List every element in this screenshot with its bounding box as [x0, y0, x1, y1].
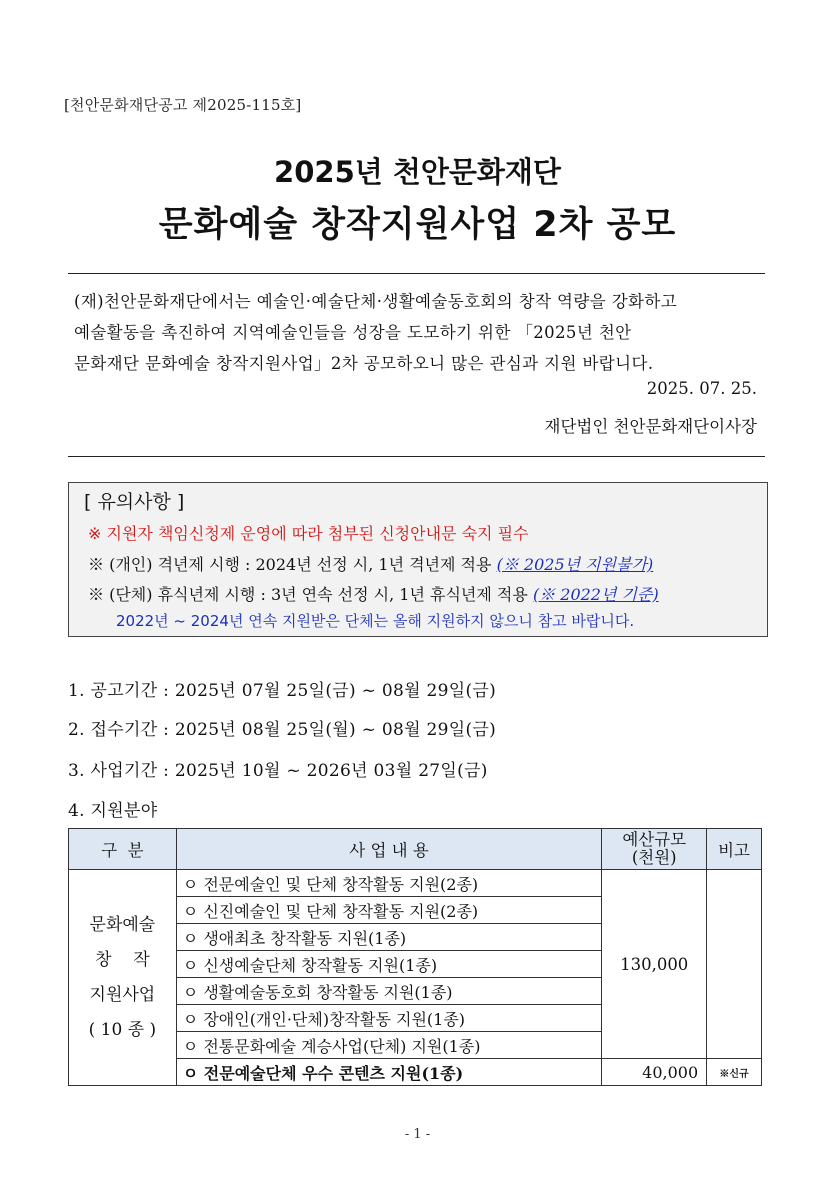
table-row	[69, 870, 762, 897]
notice-line-3-text: ※ (단체) 휴식년제 시행 : 3년 연속 선정 시, 1년 휴식년제 적용	[88, 585, 528, 604]
notice-number: [천안문화재단공고 제2025-115호]	[64, 96, 302, 114]
intro-line: (재)천안문화재단에서는 예술인·예술단체·생활예술동호회의 창작 역량을 강화하고	[74, 292, 678, 311]
table-cell-content: ㅇ 전통문화예술 계승사업(단체) 지원(1종)	[176, 1032, 602, 1059]
title-line-2: 문화예술 창작지원사업 2차 공모	[158, 205, 677, 245]
page-number: - 1 -	[404, 1127, 431, 1142]
remark-new: ※신규	[707, 1059, 762, 1086]
category-line: 문화예술	[89, 914, 156, 935]
category-cell	[69, 870, 177, 1086]
table-cell-content: ㅇ 생활예술동호회 창작활동 지원(1종)	[176, 978, 602, 1005]
announce-date: 2025. 07. 25.	[646, 379, 757, 398]
header-budget	[602, 829, 707, 870]
item-project-period: 3. 사업기간 : 2025년 10월 ~ 2026년 03월 27일(금)	[68, 761, 488, 781]
notice-line-4: 2022년 ~ 2024년 연속 지원받은 단체는 올해 지원하지 않으니 참고 바랍니다.	[116, 612, 635, 630]
intro-line: 문화재단 문화예술 창작지원사업」2차 공모하오니 많은 관심과 지원 바랍니다.	[74, 354, 654, 373]
table-header-row	[69, 829, 762, 870]
support-table	[68, 828, 762, 1086]
signer: 재단법인 천안문화재단이사장	[544, 417, 757, 436]
table-cell-content: ㅇ 생애최초 창작활동 지원(1종)	[176, 924, 602, 951]
header-content: 사 업 내 용	[176, 829, 602, 870]
notice-line-1: ※ 지원자 책임신청제 운영에 따라 첨부된 신청안내문 숙지 필수	[88, 524, 529, 543]
table-cell-content: ㅇ 신진예술인 및 단체 창작활동 지원(2종)	[176, 897, 602, 924]
header-category: 구 분	[69, 829, 177, 870]
notice-line-2	[88, 552, 653, 575]
notice-line-3	[88, 582, 659, 605]
table-cell-content: ㅇ 신생예술단체 창작활동 지원(1종)	[176, 951, 602, 978]
notice-line-2-text: ※ (개인) 격년제 시행 : 2024년 선정 시, 1년 격년제 적용	[88, 555, 492, 574]
item-announce-period: 1. 공고기간 : 2025년 07월 25일(금) ~ 08월 29일(금)	[68, 681, 497, 701]
notice-line-2-note: (※ 2025년 지원불가)	[496, 555, 654, 574]
item-support-fields: 4. 지원분야	[68, 801, 158, 821]
table-cell-content: ㅇ 전문예술단체 우수 콘텐츠 지원(1종)	[176, 1059, 602, 1086]
notice-box-title: [ 유의사항 ]	[84, 491, 185, 513]
intro-paragraph	[74, 286, 760, 379]
budget-new: 40,000	[602, 1059, 707, 1086]
header-budget-line-1: 예산규모	[622, 830, 687, 849]
header-remarks: 비고	[707, 829, 762, 870]
intro-line: 예술활동을 촉진하여 지역예술인들을 성장을 도모하기 위한 「2025년 천안	[74, 323, 632, 342]
table-cell-content: ㅇ 장애인(개인·단체)창작활동 지원(1종)	[176, 1005, 602, 1032]
category-line: 창 작	[95, 949, 150, 970]
top-divider	[68, 273, 765, 274]
category-line: ( 10 종 )	[88, 1019, 157, 1040]
item-receipt-period: 2. 접수기간 : 2025년 08월 25일(월) ~ 08월 29일(금)	[68, 720, 497, 740]
remarks-empty	[707, 870, 762, 1059]
bottom-divider	[68, 456, 765, 457]
title-line-1: 2025년 천안문화재단	[274, 155, 561, 189]
header-budget-line-2: (천원)	[631, 848, 677, 867]
notice-line-3-note: (※ 2022년 기준)	[532, 585, 659, 604]
category-line: 지원사업	[89, 984, 156, 1005]
budget-main: 130,000	[602, 870, 707, 1059]
table-cell-content: ㅇ 전문예술인 및 단체 창작활동 지원(2종)	[176, 870, 602, 897]
